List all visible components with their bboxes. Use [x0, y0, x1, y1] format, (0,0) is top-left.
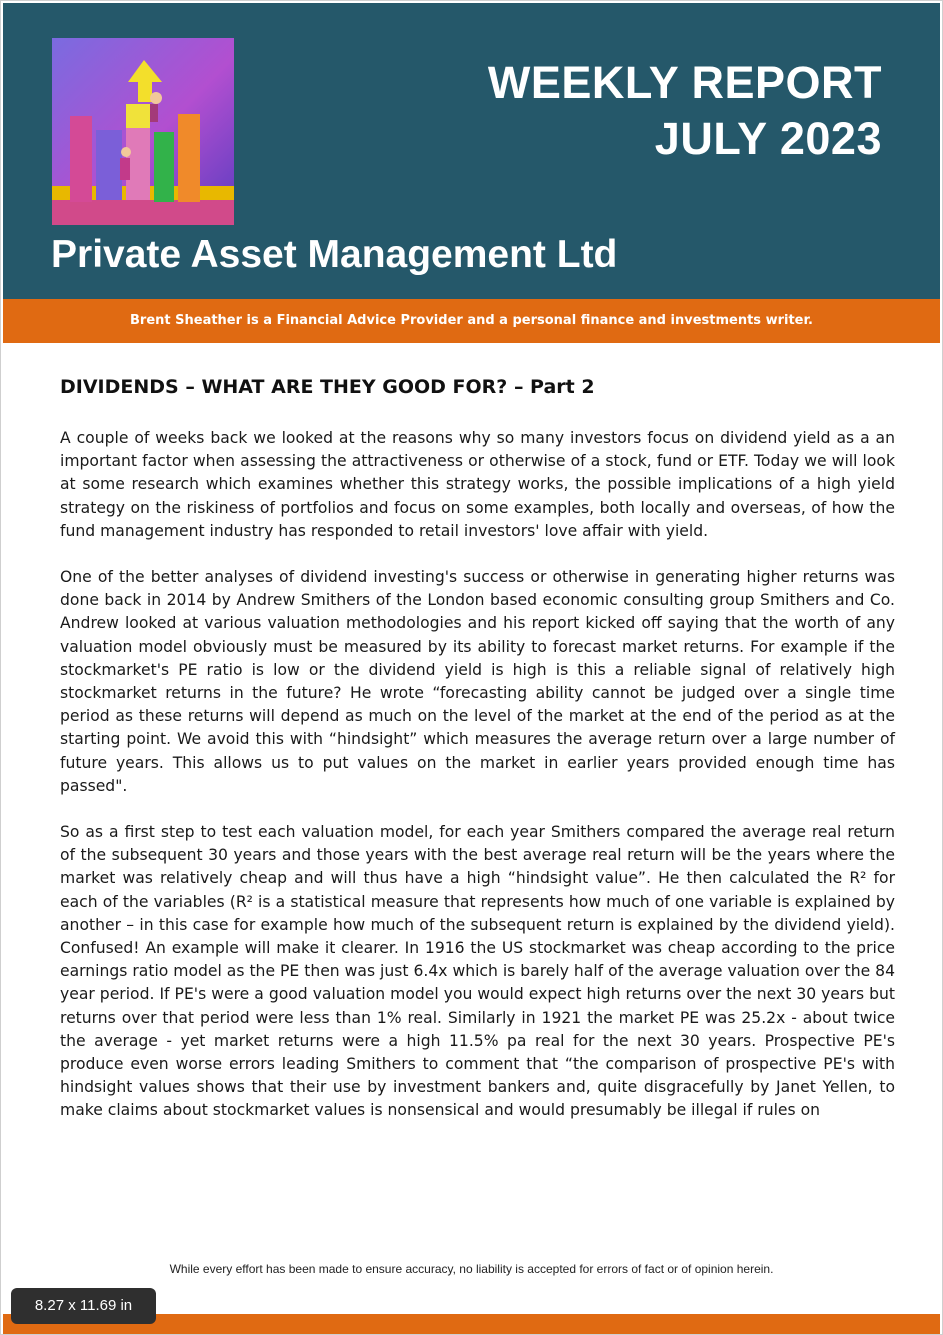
report-header [3, 3, 940, 299]
article-paragraph-1: A couple of weeks back we looked at the reasons why so many investors focus on dividend yield as a an important factor when assessing the attractiveness or otherwise of a stock, fund or ETF. Today we will look at some research which examines whether this strategy works, the possible implications of a high yield strategy on the riskiness of portfolios and focus on some examples, both locally and overseas, of how the fund management industry has responded to retail investors' love affair with yield. [60, 429, 895, 540]
company-name: Private Asset Management Ltd [51, 233, 618, 276]
report-title [488, 55, 882, 167]
report-title-line1: WEEKLY REPORT [487, 57, 882, 108]
report-title-date: JULY 2023 [654, 113, 882, 164]
disclaimer: While every effort has been made to ensure accuracy, no liability is accepted for errors of fact or of opinion herein. [169, 1262, 774, 1276]
article-body [60, 374, 895, 1146]
logo [52, 38, 234, 225]
article-title: DIVIDENDS – WHAT ARE THEY GOOD FOR? – Part 2 [60, 376, 595, 398]
page-size-badge: 8.27 x 11.69 in [11, 1288, 156, 1324]
author-banner: Brent Sheather is a Financial Advice Provider and a personal finance and investments writer. [3, 299, 940, 343]
article-paragraph-2: One of the better analyses of dividend investing's success or otherwise in generating higher returns was done back in 2014 by Andrew Smithers of the London based economic consulting group Smithers and Co. Andrew looked at various valuation methodologies and his report kicked off saying that the worth of any valuation model obviously must be measured by its ability to forecast market returns. For example if the stockmarket's PE ratio is low or the dividend yield is high is this a reliable signal of relatively high stockmarket returns in the future? He wrote “forecasting ability cannot be judged over a single time period as these returns will depend as much on the level of the market at the end of the period as at the starting point. We avoid this with “hindsight” which measures the average return over a large number of future years. This allows us to put values on the market in earlier years provided enough time has passed". [60, 568, 895, 795]
article-paragraph-3: So as a first step to test each valuation model, for each year Smithers compared the average real return of the subsequent 30 years and those years with the best average real return will be the years where the market was relatively cheap and will thus have a high “hindsight value”. He then calculated the R² for each of the variables (R² is a statistical measure that represents how much of one variable is explained by another – in this case for example how much of the subsequent return is explained by the dividend yield). Confused! An example will make it clearer. In 1916 the US stockmarket was cheap according to the price earnings ratio model as the PE then was just 6.4x which is barely half of the average valuation over the 84 year period. If PE's were a good valuation model you would expect high returns over the next 30 years but returns over that period were less than 1% real. Similarly in 1921 the market PE was 25.2x - about twice the average - yet market returns were a high 11.5% pa real for the next 30 years. Prospective PE's produce even worse errors leading Smithers to comment that “the comparison of prospective PE's with hindsight values shows that their use by investment bankers and, quite disgracefully by Janet Yellen, to make claims about stockmarket values is nonsensical and would presumably be illegal if rules on [60, 823, 895, 1120]
growth-chart-logo-icon [52, 38, 234, 225]
